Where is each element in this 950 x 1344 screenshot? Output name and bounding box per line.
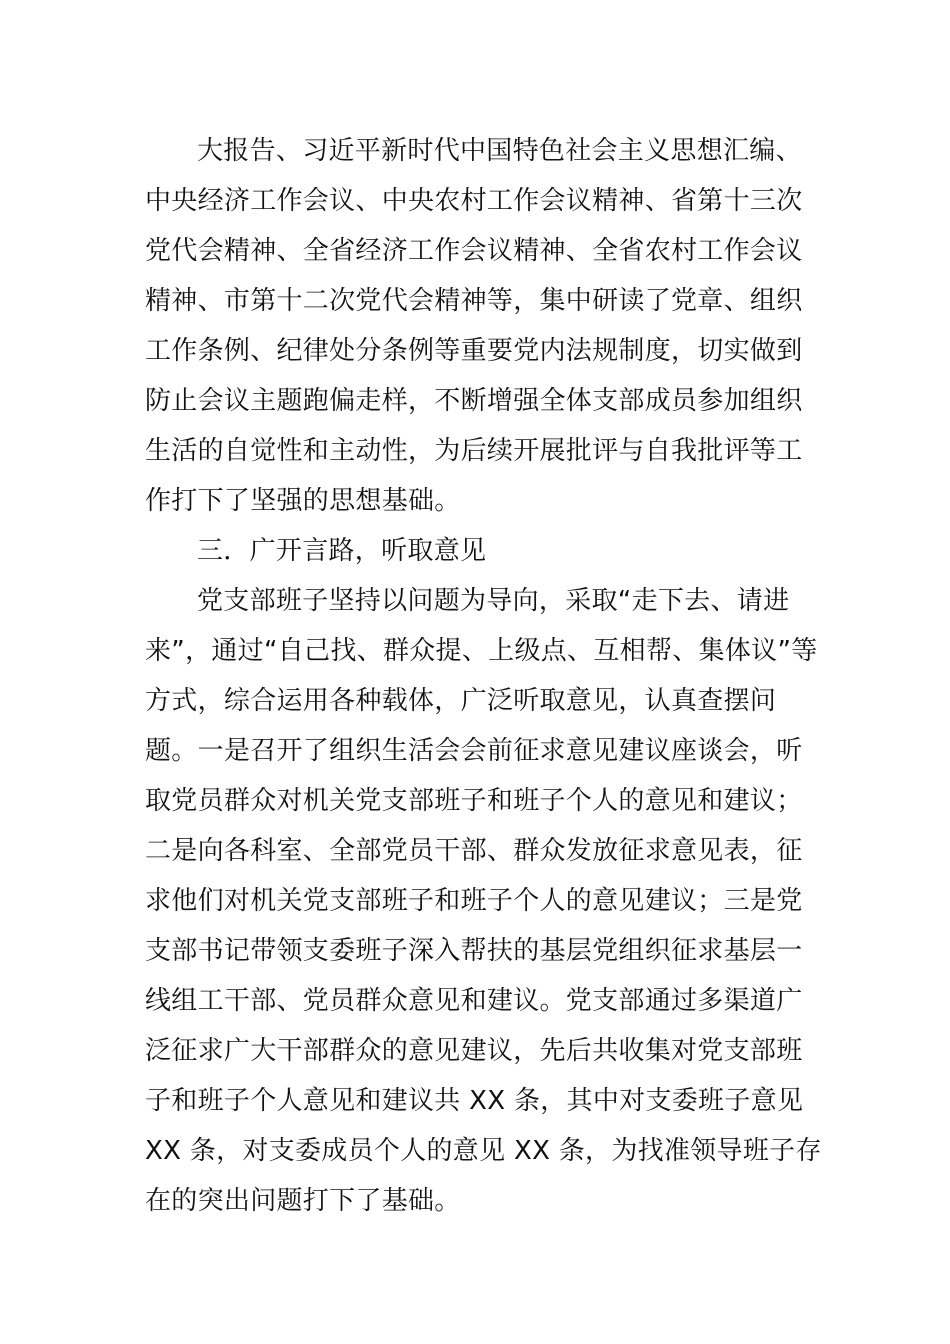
text-line: 精神、市第十二次党代会精神等，集中研读了党章、组织 — [145, 286, 803, 316]
text-line: 大报告、习近平新时代中国特色社会主义思想汇编、 — [197, 136, 802, 166]
text-line: 求他们对机关党支部班子和班子个人的意见建议；三是党 — [145, 886, 803, 916]
text-line: 在的突出问题打下了基础。 — [145, 1186, 461, 1216]
paragraph-solicit-opinions — [145, 576, 822, 1226]
paragraph-continuation — [145, 126, 810, 526]
text-line: 支部书记带领支委班子深入帮扶的基层党组织征求基层一 — [145, 936, 803, 966]
text-line: 子和班子个人意见和建议共 XX 条，其中对支委班子意见 — [145, 1086, 804, 1116]
text-line: 工作条例、纪律处分条例等重要党内法规制度，切实做到 — [145, 336, 803, 366]
text-line: 党支部班子坚持以问题为导向，采取“走下去、请进 — [197, 586, 790, 616]
text-line: 防止会议主题跑偏走样，不断增强全体支部成员参加组织 — [145, 386, 803, 416]
text-line: XX 条，对支委成员个人的意见 XX 条，为找准领导班子存 — [145, 1136, 822, 1166]
text-line: 线组工干部、党员群众意见和建议。党支部通过多渠道广 — [145, 986, 803, 1016]
text-line: 作打下了坚强的思想基础。 — [145, 486, 461, 516]
text-line: 泛征求广大干部群众的意见建议，先后共收集对党支部班 — [145, 1036, 803, 1066]
document-body — [145, 126, 822, 1226]
text-line: 中央经济工作会议、中央农村工作会议精神、省第十三次 — [145, 186, 803, 216]
text-line: 党代会精神、全省经济工作会议精神、全省农村工作会议 — [145, 236, 803, 266]
text-line: 来”，通过“自己找、群众提、上级点、互相帮、集体议”等 — [145, 636, 818, 666]
text-line: 生活的自觉性和主动性，为后续开展批评与自我批评等工 — [145, 436, 803, 466]
text-line: 取党员群众对机关党支部班子和班子个人的意见和建议； — [145, 786, 803, 816]
text-line: 二是向各科室、全部党员干部、群众发放征求意见表，征 — [145, 836, 803, 866]
text-line: 题。一是召开了组织生活会会前征求意见建议座谈会，听 — [145, 736, 803, 766]
section-heading: 三．广开言路，听取意见 — [197, 536, 487, 566]
text-line: 方式，综合运用各种载体，广泛听取意见，认真查摆问 — [145, 686, 777, 716]
